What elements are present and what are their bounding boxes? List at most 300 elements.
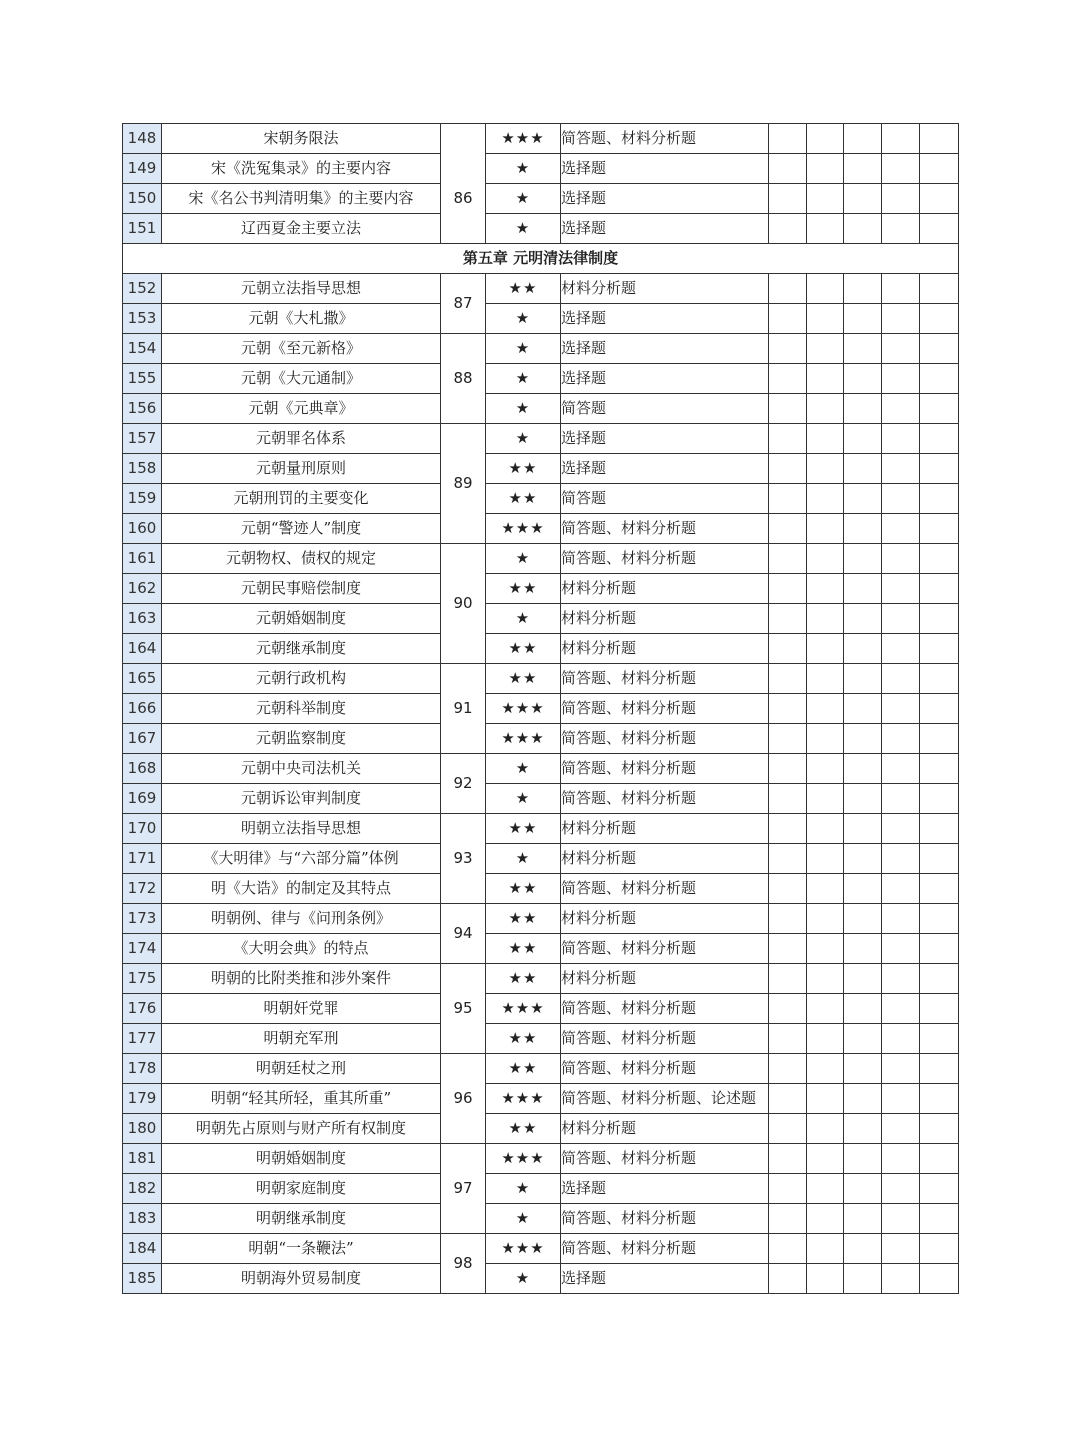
checkbox-cell: [920, 784, 959, 814]
checkbox-cell: [807, 424, 844, 454]
row-number: 160: [123, 514, 162, 544]
checkbox-cell: [920, 964, 959, 994]
knowledge-point: 宋《名公书判清明集》的主要内容: [162, 184, 441, 214]
row-number: 153: [123, 304, 162, 334]
knowledge-point: 元朝《至元新格》: [162, 334, 441, 364]
checkbox-cell: [769, 1024, 807, 1054]
checkbox-cell: [844, 934, 882, 964]
knowledge-point: 元朝科举制度: [162, 694, 441, 724]
checkbox-cell: [807, 454, 844, 484]
checkbox-cell: [844, 454, 882, 484]
checkbox-cell: [882, 334, 920, 364]
checkbox-cell: [920, 424, 959, 454]
checkbox-cell: [920, 634, 959, 664]
row-number: 152: [123, 274, 162, 304]
importance-stars: ★★: [486, 904, 561, 934]
importance-stars: ★★★: [486, 994, 561, 1024]
checkbox-cell: [769, 724, 807, 754]
question-type: 选择题: [561, 334, 769, 364]
checkbox-cell: [882, 1234, 920, 1264]
checkbox-cell: [844, 574, 882, 604]
question-type: 简答题、材料分析题: [561, 724, 769, 754]
checkbox-cell: [807, 874, 844, 904]
checkbox-cell: [807, 1264, 844, 1294]
table-row: [123, 1204, 959, 1234]
checkbox-cell: [882, 154, 920, 184]
checkbox-cell: [882, 904, 920, 934]
chapter-row: [123, 244, 959, 274]
checkbox-cell: [882, 394, 920, 424]
checkbox-cell: [844, 694, 882, 724]
importance-stars: ★: [486, 154, 561, 184]
table-row: [123, 394, 959, 424]
checkbox-cell: [920, 994, 959, 1024]
knowledge-point: 宋《洗冤集录》的主要内容: [162, 154, 441, 184]
page-number: 90: [441, 544, 486, 664]
knowledge-point: 元朝刑罚的主要变化: [162, 484, 441, 514]
checkbox-cell: [882, 964, 920, 994]
table-row: [123, 1234, 959, 1264]
importance-stars: ★★: [486, 1024, 561, 1054]
checkbox-cell: [920, 394, 959, 424]
checkbox-cell: [769, 874, 807, 904]
checkbox-cell: [807, 904, 844, 934]
row-number: 151: [123, 214, 162, 244]
knowledge-point: 元朝继承制度: [162, 634, 441, 664]
page-number: 92: [441, 754, 486, 814]
table-row: [123, 154, 959, 184]
knowledge-point: 明朝婚姻制度: [162, 1144, 441, 1174]
checkbox-cell: [920, 664, 959, 694]
knowledge-point: 《大明会典》的特点: [162, 934, 441, 964]
checkbox-cell: [807, 1234, 844, 1264]
row-number: 156: [123, 394, 162, 424]
knowledge-point: 明朝的比附类推和涉外案件: [162, 964, 441, 994]
checkbox-cell: [920, 1084, 959, 1114]
checkbox-cell: [920, 1204, 959, 1234]
table-row: [123, 994, 959, 1024]
table-row: [123, 634, 959, 664]
checkbox-cell: [920, 214, 959, 244]
checkbox-cell: [920, 274, 959, 304]
question-type: 简答题、材料分析题: [561, 514, 769, 544]
checkbox-cell: [807, 124, 844, 154]
question-type: 选择题: [561, 424, 769, 454]
checkbox-cell: [769, 1204, 807, 1234]
question-type: 简答题、材料分析题: [561, 1054, 769, 1084]
checkbox-cell: [920, 574, 959, 604]
checkbox-cell: [920, 454, 959, 484]
question-type: 材料分析题: [561, 604, 769, 634]
checkbox-cell: [882, 1024, 920, 1054]
table-row: [123, 424, 959, 454]
checkbox-cell: [769, 844, 807, 874]
importance-stars: ★★: [486, 574, 561, 604]
checkbox-cell: [882, 364, 920, 394]
checkbox-cell: [882, 1264, 920, 1294]
question-type: 材料分析题: [561, 574, 769, 604]
checkbox-cell: [882, 514, 920, 544]
importance-stars: ★: [486, 1264, 561, 1294]
checkbox-cell: [920, 1144, 959, 1174]
checkbox-cell: [769, 214, 807, 244]
row-number: 168: [123, 754, 162, 784]
checkbox-cell: [769, 994, 807, 1024]
importance-stars: ★: [486, 604, 561, 634]
checkbox-cell: [844, 214, 882, 244]
knowledge-point: 元朝《大札撒》: [162, 304, 441, 334]
question-type: 简答题、材料分析题: [561, 694, 769, 724]
checkbox-cell: [769, 1264, 807, 1294]
checkbox-cell: [807, 274, 844, 304]
question-type: 简答题、材料分析题: [561, 994, 769, 1024]
checkbox-cell: [920, 694, 959, 724]
checkbox-cell: [844, 424, 882, 454]
row-number: 183: [123, 1204, 162, 1234]
question-type: 选择题: [561, 1174, 769, 1204]
checkbox-cell: [920, 904, 959, 934]
checkbox-cell: [769, 1084, 807, 1114]
page-number: 94: [441, 904, 486, 964]
row-number: 166: [123, 694, 162, 724]
importance-stars: ★★: [486, 454, 561, 484]
question-type: 简答题、材料分析题: [561, 754, 769, 784]
checkbox-cell: [882, 664, 920, 694]
checkbox-cell: [807, 304, 844, 334]
table-row: [123, 694, 959, 724]
checkbox-cell: [882, 874, 920, 904]
knowledge-point: 宋朝务限法: [162, 124, 441, 154]
checkbox-cell: [844, 1204, 882, 1234]
table-row: [123, 1024, 959, 1054]
row-number: 182: [123, 1174, 162, 1204]
importance-stars: ★★★: [486, 1234, 561, 1264]
importance-stars: ★: [486, 214, 561, 244]
checkbox-cell: [882, 454, 920, 484]
checkbox-cell: [844, 904, 882, 934]
knowledge-point: 《大明律》与“六部分篇”体例: [162, 844, 441, 874]
checkbox-cell: [920, 1264, 959, 1294]
checkbox-cell: [844, 514, 882, 544]
checkbox-cell: [882, 724, 920, 754]
page-number-text: 86: [453, 189, 473, 207]
table-row: [123, 1264, 959, 1294]
row-number: 173: [123, 904, 162, 934]
row-number: 165: [123, 664, 162, 694]
checkbox-cell: [844, 124, 882, 154]
page-number: [441, 124, 486, 244]
page-number: 98: [441, 1234, 486, 1294]
knowledge-point: 明朝海外贸易制度: [162, 1264, 441, 1294]
checkbox-cell: [882, 754, 920, 784]
checkbox-cell: [882, 1204, 920, 1234]
page-number: 88: [441, 334, 486, 424]
checkbox-cell: [769, 1144, 807, 1174]
checkbox-cell: [769, 664, 807, 694]
page-number: 95: [441, 964, 486, 1054]
question-type: 简答题、材料分析题: [561, 1024, 769, 1054]
question-type: 选择题: [561, 214, 769, 244]
row-number: 169: [123, 784, 162, 814]
checkbox-cell: [882, 484, 920, 514]
importance-stars: ★★: [486, 814, 561, 844]
question-type: 简答题、材料分析题: [561, 874, 769, 904]
question-type: 简答题、材料分析题: [561, 784, 769, 814]
checkbox-cell: [882, 934, 920, 964]
checkbox-cell: [769, 814, 807, 844]
question-type: 简答题、材料分析题: [561, 124, 769, 154]
checkbox-cell: [844, 634, 882, 664]
checkbox-cell: [769, 784, 807, 814]
checkbox-cell: [769, 304, 807, 334]
page-number: 87: [441, 274, 486, 334]
checkbox-cell: [920, 1234, 959, 1264]
checkbox-cell: [807, 544, 844, 574]
table-row: [123, 754, 959, 784]
checkbox-cell: [920, 544, 959, 574]
knowledge-point: 元朝物权、债权的规定: [162, 544, 441, 574]
importance-stars: ★★★: [486, 124, 561, 154]
importance-stars: ★★: [486, 634, 561, 664]
checkbox-cell: [769, 934, 807, 964]
question-type: 材料分析题: [561, 634, 769, 664]
checkbox-cell: [882, 604, 920, 634]
table-row: [123, 514, 959, 544]
table-row: [123, 1174, 959, 1204]
table-row: [123, 364, 959, 394]
checkbox-cell: [844, 394, 882, 424]
checkbox-cell: [769, 154, 807, 184]
row-number: 163: [123, 604, 162, 634]
checkbox-cell: [769, 184, 807, 214]
checkbox-cell: [807, 814, 844, 844]
checkbox-cell: [807, 934, 844, 964]
table-row: [123, 814, 959, 844]
table-row: [123, 664, 959, 694]
row-number: 158: [123, 454, 162, 484]
row-number: 174: [123, 934, 162, 964]
importance-stars: ★★: [486, 1054, 561, 1084]
knowledge-point: 元朝诉讼审判制度: [162, 784, 441, 814]
checkbox-cell: [882, 844, 920, 874]
question-type: 简答题: [561, 394, 769, 424]
knowledge-point: 明朝继承制度: [162, 1204, 441, 1234]
knowledge-point: 明朝家庭制度: [162, 1174, 441, 1204]
checkbox-cell: [882, 304, 920, 334]
checkbox-cell: [844, 1114, 882, 1144]
importance-stars: ★: [486, 844, 561, 874]
question-type: 简答题、材料分析题: [561, 1234, 769, 1264]
table-row: [123, 1114, 959, 1144]
checkbox-cell: [844, 1084, 882, 1114]
checkbox-cell: [807, 1114, 844, 1144]
checkbox-cell: [920, 1174, 959, 1204]
importance-stars: ★★: [486, 274, 561, 304]
checkbox-cell: [807, 574, 844, 604]
table-row: [123, 334, 959, 364]
importance-stars: ★★: [486, 1114, 561, 1144]
question-type: 材料分析题: [561, 814, 769, 844]
row-number: 159: [123, 484, 162, 514]
checkbox-cell: [769, 394, 807, 424]
checkbox-cell: [769, 124, 807, 154]
checkbox-cell: [882, 124, 920, 154]
checkbox-cell: [844, 1234, 882, 1264]
table-row: [123, 964, 959, 994]
checkbox-cell: [807, 364, 844, 394]
checkbox-cell: [844, 784, 882, 814]
checkbox-cell: [769, 574, 807, 604]
checkbox-cell: [844, 154, 882, 184]
checkbox-cell: [769, 544, 807, 574]
checkbox-cell: [769, 1234, 807, 1264]
checkbox-cell: [769, 514, 807, 544]
knowledge-point: 明朝廷杖之刑: [162, 1054, 441, 1084]
table-row: [123, 214, 959, 244]
checkbox-cell: [844, 844, 882, 874]
checkbox-cell: [807, 394, 844, 424]
checkbox-cell: [920, 124, 959, 154]
checkbox-cell: [882, 1144, 920, 1174]
row-number: 170: [123, 814, 162, 844]
checkbox-cell: [882, 184, 920, 214]
question-type: 材料分析题: [561, 964, 769, 994]
table-row: [123, 904, 959, 934]
checkbox-cell: [882, 274, 920, 304]
importance-stars: ★★: [486, 874, 561, 904]
row-number: 149: [123, 154, 162, 184]
checkbox-cell: [844, 1054, 882, 1084]
table-row: [123, 1084, 959, 1114]
table-row: [123, 604, 959, 634]
checkbox-cell: [920, 514, 959, 544]
knowledge-point: 元朝“警迹人”制度: [162, 514, 441, 544]
checkbox-cell: [807, 484, 844, 514]
question-type: 简答题、材料分析题: [561, 1204, 769, 1234]
checkbox-cell: [769, 964, 807, 994]
checkbox-cell: [807, 154, 844, 184]
knowledge-point: 元朝罪名体系: [162, 424, 441, 454]
row-number: 180: [123, 1114, 162, 1144]
question-type: 选择题: [561, 364, 769, 394]
checkbox-cell: [807, 514, 844, 544]
knowledge-point-table: [122, 123, 959, 1294]
row-number: 175: [123, 964, 162, 994]
question-type: 材料分析题: [561, 904, 769, 934]
checkbox-cell: [769, 694, 807, 724]
checkbox-cell: [844, 304, 882, 334]
knowledge-point: 明朝立法指导思想: [162, 814, 441, 844]
checkbox-cell: [769, 1054, 807, 1084]
row-number: 155: [123, 364, 162, 394]
checkbox-cell: [769, 454, 807, 484]
checkbox-cell: [844, 334, 882, 364]
importance-stars: ★: [486, 1174, 561, 1204]
row-number: 171: [123, 844, 162, 874]
checkbox-cell: [769, 364, 807, 394]
checkbox-cell: [920, 604, 959, 634]
importance-stars: ★★: [486, 484, 561, 514]
row-number: 157: [123, 424, 162, 454]
row-number: 177: [123, 1024, 162, 1054]
knowledge-point: 明朝充军刑: [162, 1024, 441, 1054]
knowledge-point: 元朝《大元通制》: [162, 364, 441, 394]
question-type: 简答题、材料分析题: [561, 544, 769, 574]
checkbox-cell: [807, 1054, 844, 1084]
page-number: 93: [441, 814, 486, 904]
table-row: [123, 1144, 959, 1174]
knowledge-point: 明朝“轻其所轻，重其所重”: [162, 1084, 441, 1114]
checkbox-cell: [769, 484, 807, 514]
question-type: 选择题: [561, 154, 769, 184]
knowledge-point: 明朝先占原则与财产所有权制度: [162, 1114, 441, 1144]
checkbox-cell: [920, 1024, 959, 1054]
checkbox-cell: [807, 1024, 844, 1054]
page-number: 97: [441, 1144, 486, 1234]
checkbox-cell: [807, 754, 844, 784]
checkbox-cell: [882, 544, 920, 574]
importance-stars: ★: [486, 424, 561, 454]
checkbox-cell: [844, 364, 882, 394]
table-row: [123, 724, 959, 754]
importance-stars: ★: [486, 184, 561, 214]
checkbox-cell: [844, 664, 882, 694]
knowledge-point: 明朝“一条鞭法”: [162, 1234, 441, 1264]
checkbox-cell: [844, 994, 882, 1024]
table-row: [123, 274, 959, 304]
row-number: 172: [123, 874, 162, 904]
checkbox-cell: [882, 424, 920, 454]
question-type: 选择题: [561, 304, 769, 334]
checkbox-cell: [807, 1204, 844, 1234]
knowledge-point: 元朝量刑原则: [162, 454, 441, 484]
checkbox-cell: [882, 1114, 920, 1144]
knowledge-point: 明朝奸党罪: [162, 994, 441, 1024]
checkbox-cell: [844, 1144, 882, 1174]
question-type: 简答题、材料分析题、论述题: [561, 1084, 769, 1114]
knowledge-point: 元朝监察制度: [162, 724, 441, 754]
knowledge-point: 元朝民事赔偿制度: [162, 574, 441, 604]
checkbox-cell: [920, 334, 959, 364]
importance-stars: ★★★: [486, 1144, 561, 1174]
knowledge-point: 元朝中央司法机关: [162, 754, 441, 784]
checkbox-cell: [844, 724, 882, 754]
checkbox-cell: [882, 694, 920, 724]
checkbox-cell: [769, 634, 807, 664]
knowledge-point: 明朝例、律与《问刑条例》: [162, 904, 441, 934]
checkbox-cell: [882, 574, 920, 604]
checkbox-cell: [844, 274, 882, 304]
row-number: 176: [123, 994, 162, 1024]
importance-stars: ★★: [486, 964, 561, 994]
table-row: [123, 874, 959, 904]
knowledge-point: 明《大诰》的制定及其特点: [162, 874, 441, 904]
table-row: [123, 1054, 959, 1084]
checkbox-cell: [844, 604, 882, 634]
checkbox-cell: [844, 1024, 882, 1054]
question-type: 简答题: [561, 484, 769, 514]
row-number: 150: [123, 184, 162, 214]
checkbox-cell: [769, 1174, 807, 1204]
checkbox-cell: [844, 1174, 882, 1204]
table-row: [123, 124, 959, 154]
checkbox-cell: [920, 844, 959, 874]
checkbox-cell: [769, 754, 807, 784]
checkbox-cell: [807, 784, 844, 814]
importance-stars: ★: [486, 544, 561, 574]
importance-stars: ★: [486, 1204, 561, 1234]
question-type: 简答题、材料分析题: [561, 934, 769, 964]
